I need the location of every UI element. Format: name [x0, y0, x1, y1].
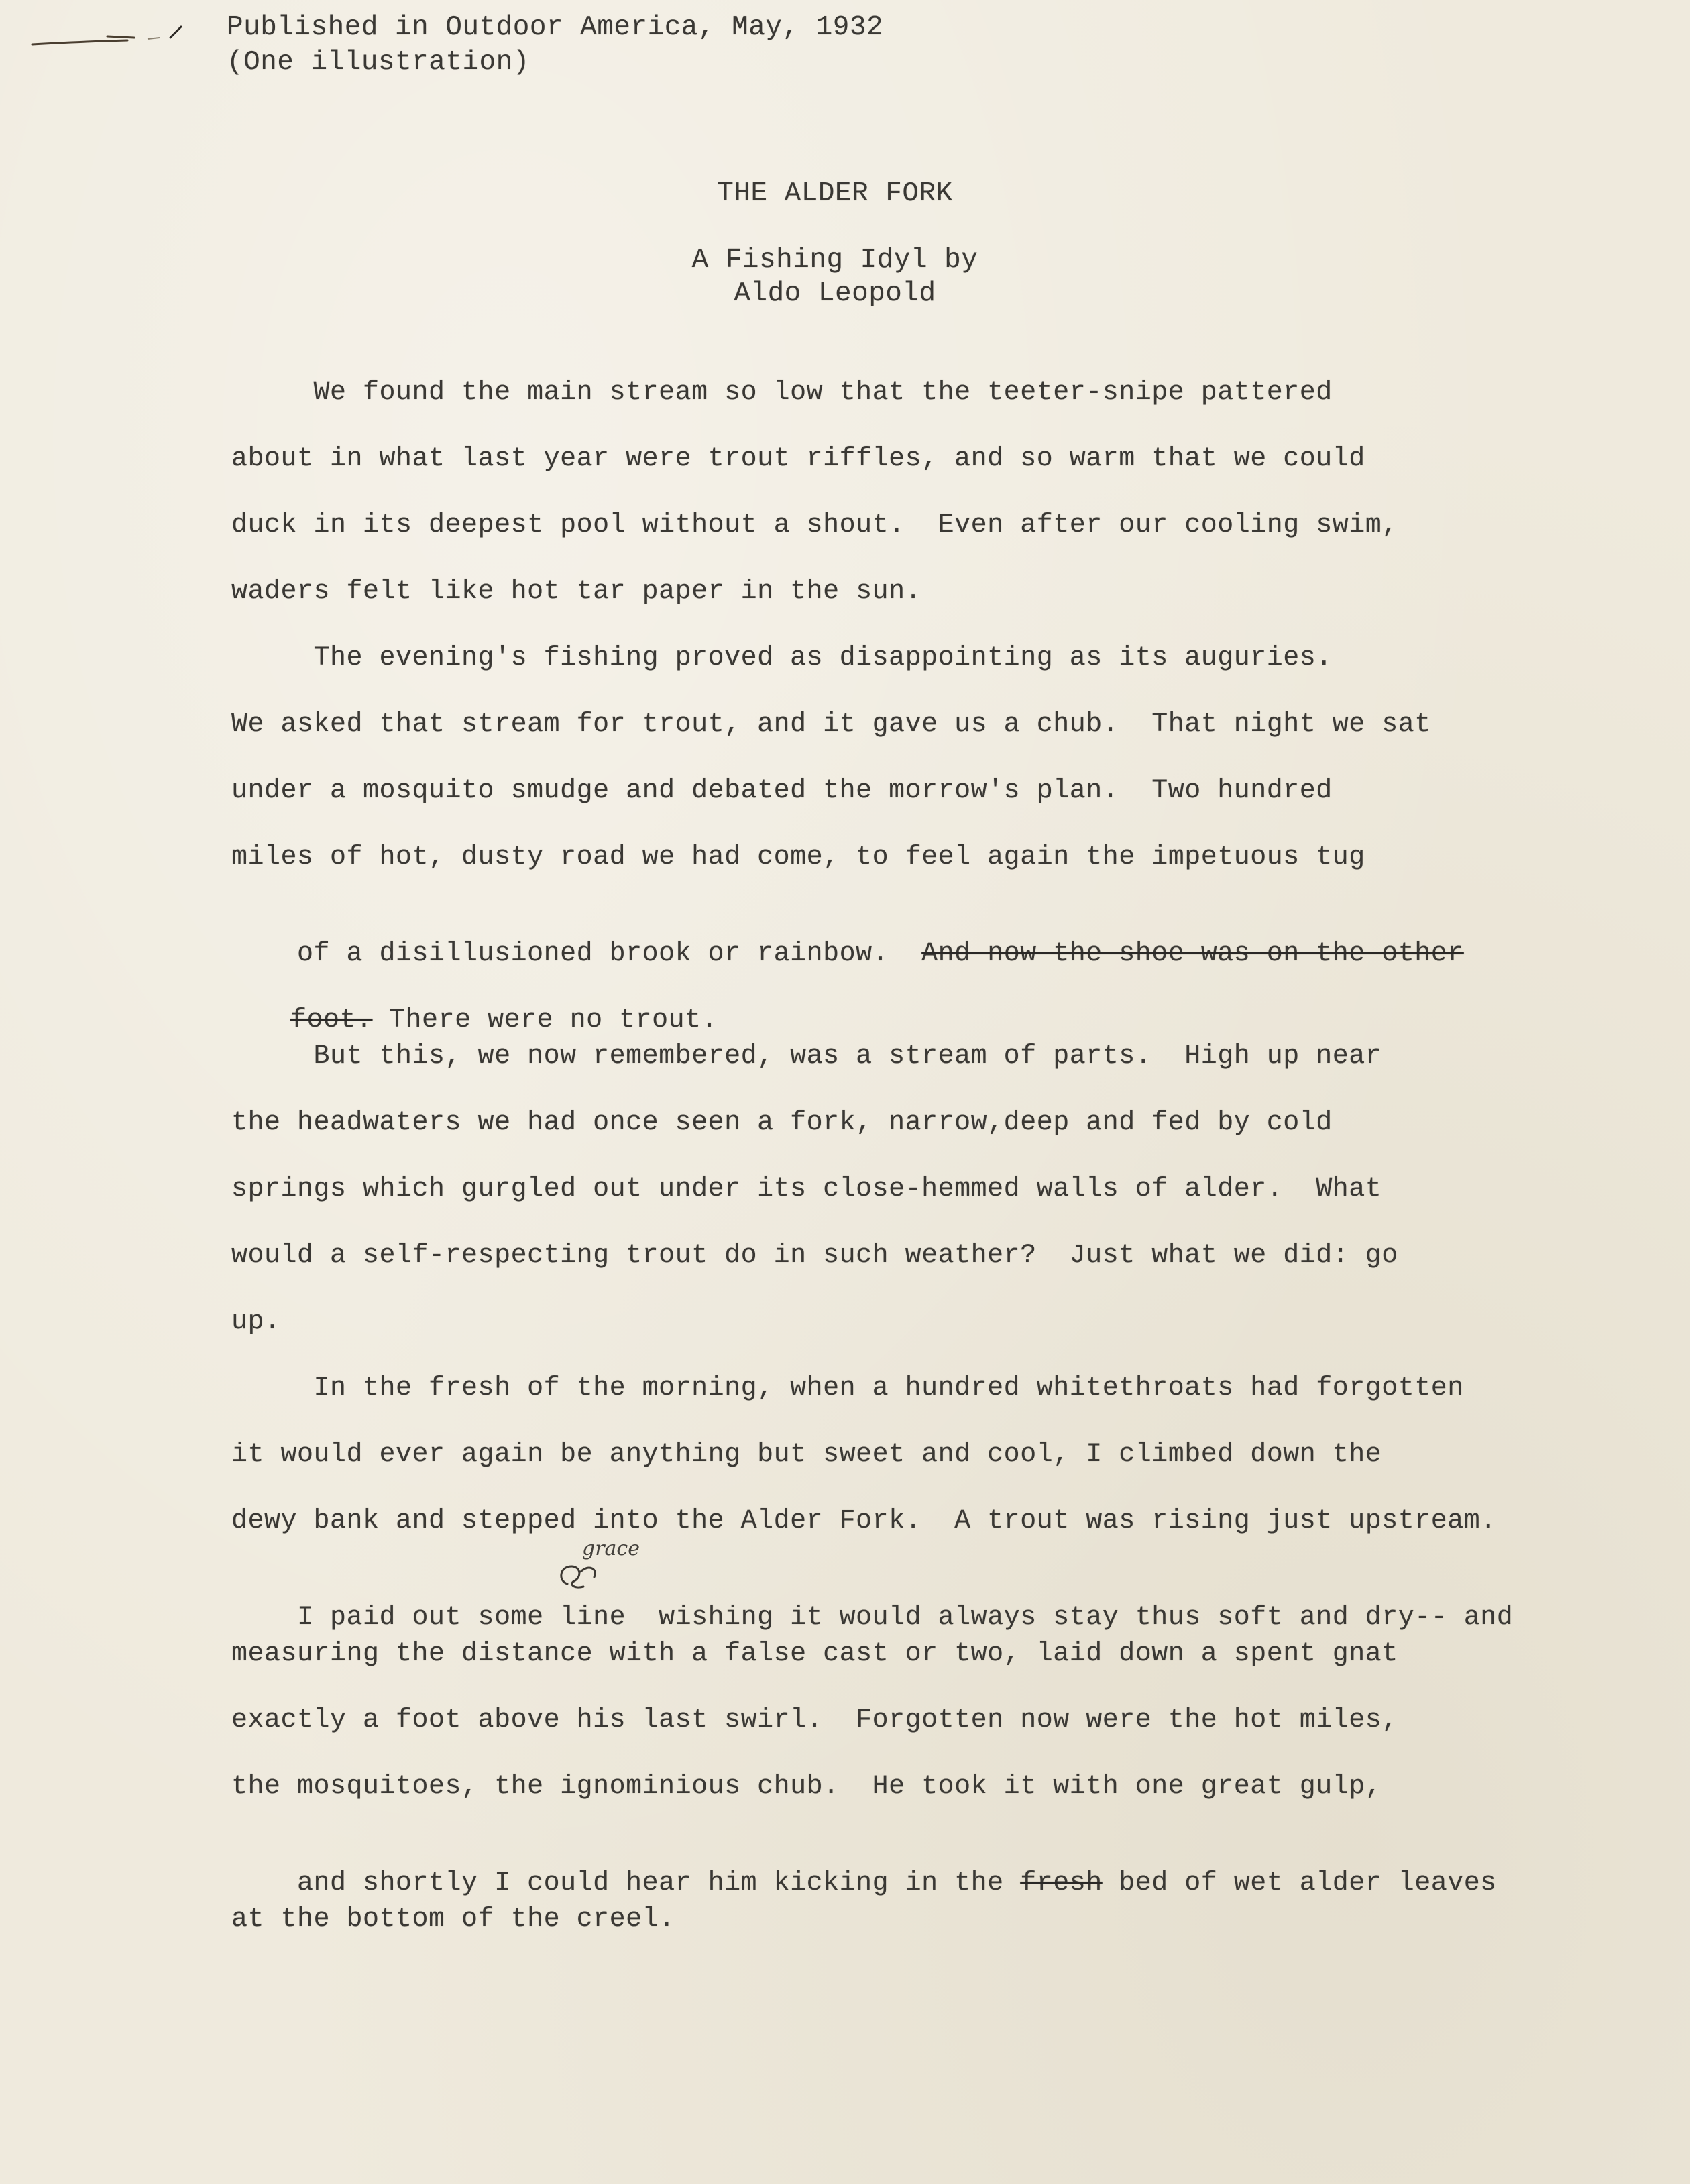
body-line: We asked that stream for trout, and it gave us a chub. That night we sat	[231, 709, 1431, 740]
struck-text: And now the shoe was on the other	[921, 939, 1464, 969]
body-line: We found the main stream so low that the teeter-snipe pattered	[231, 378, 1333, 408]
document-subtitle: A Fishing Idyl by	[691, 245, 978, 276]
body-line-text: There were no trout.	[372, 1005, 718, 1035]
pen-mark-dash	[27, 27, 161, 54]
body-line: about in what last year were trout riffles, and so warm that we could	[231, 444, 1365, 474]
body-line: The evening's fishing proved as disappointing as its auguries.	[231, 643, 1333, 673]
body-line-text: wishing it would always stay thus soft and dry-- and	[659, 1603, 1514, 1633]
publication-note: Published in Outdoor America, May, 1932	[227, 12, 884, 43]
document-title: THE ALDER FORK	[717, 178, 953, 209]
struck-text: foot.	[290, 1005, 373, 1035]
body-line: exactly a foot above his last swirl. Forgotten now were the hot miles,	[231, 1705, 1398, 1735]
handwritten-insertion: grace	[582, 1537, 640, 1560]
body-line: dewy bank and stepped into the Alder Fork. A trout was rising just upstream.	[231, 1506, 1497, 1536]
body-line: duck in its deepest pool without a shout. Even after our cooling swim,	[231, 510, 1398, 540]
body-line: waders felt like hot tar paper in the sun.	[231, 577, 922, 607]
body-line: the headwaters we had once seen a fork, narrow,deep and fed by cold	[231, 1108, 1333, 1138]
checkmark-tick	[166, 23, 193, 43]
body-line-text: and shortly I could hear him kicking in the	[297, 1868, 1021, 1898]
body-line: under a mosquito smudge and debated the morrow's plan. Two hundred	[231, 776, 1333, 806]
body-line: at the bottom of the creel.	[231, 1904, 675, 1935]
struck-text: fresh	[1020, 1868, 1103, 1898]
body-line: it would ever again be anything but sweet and cool, I climbed down the	[231, 1440, 1382, 1470]
body-line-text: I paid out some line	[297, 1603, 626, 1633]
body-line: the mosquitoes, the ignominious chub. He took it with one great gulp,	[231, 1772, 1382, 1802]
body-line: miles of hot, dusty road we had come, to feel again the impetuous tug	[231, 842, 1365, 872]
body-line: But this, we now remembered, was a stream of parts. High up near	[231, 1041, 1382, 1072]
body-line: measuring the distance with a false cast or two, laid down a spent gnat	[231, 1639, 1398, 1669]
body-line: would a self-respecting trout do in such weather? Just what we did: go	[231, 1241, 1398, 1271]
body-line: In the fresh of the morning, when a hundred whitethroats had forgotten	[231, 1373, 1464, 1403]
illustration-note: (One illustration)	[227, 47, 530, 78]
author-name: Aldo Leopold	[734, 278, 936, 309]
body-line: springs which gurgled out under its close-hemmed walls of alder. What	[231, 1174, 1382, 1204]
body-line-text: of a disillusioned brook or rainbow.	[297, 939, 922, 969]
body-line: up.	[231, 1307, 281, 1337]
body-line-text: bed of wet alder leaves	[1102, 1868, 1497, 1898]
